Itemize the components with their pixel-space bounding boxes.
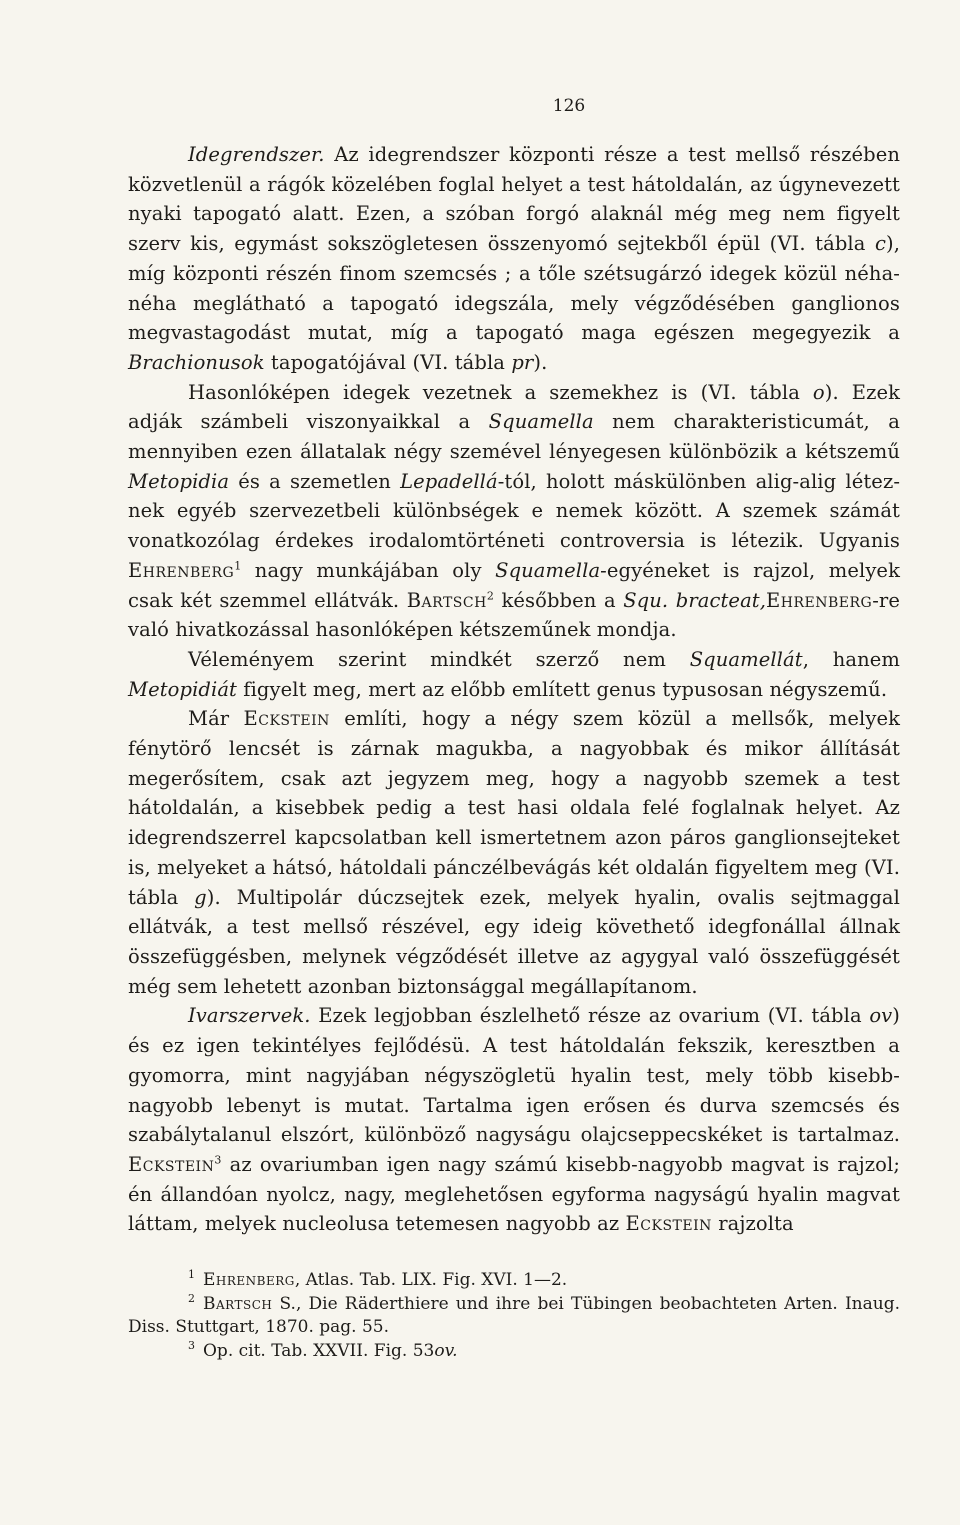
italic-term: Idegrendszer.: [188, 143, 325, 166]
text-run: Már: [188, 707, 244, 731]
paragraph: [128, 704, 900, 1001]
text-run: rajzolta: [711, 1212, 794, 1236]
paragraph: [128, 645, 900, 704]
italic-term: Metopidia: [128, 469, 230, 493]
footnote-mark: 3: [188, 1338, 195, 1352]
italic-term: g: [194, 885, 207, 909]
text-run: ). Multipolár dúczsejtek ezek, melyek hyalin, ovalis sejtmaggal ellátvák, a test mellső részével, egy ideig követhető idegfonállal állnak összefüggésben, melynek végződését illetve az agygyal való összefüggését még sem lehetett azonban biztonsággal megállapítanom.: [128, 885, 900, 998]
text-run: -tól, holott máskülönben alig-alig létez-nek egyéb szervezetbeli különbségek e nemek között. A szemek számát vonatkozólag érdekes irodalomtörténeti controversia is létezik. Ugyanis: [128, 469, 901, 553]
text-run: figyelt meg, mert az előbb említett genus typusosan négyszemű.: [236, 677, 888, 701]
text-run: említi, hogy a négy szem közül a mellsők, melyek fénytörő lencsét is zárnak magukba, a nagyobbak és mikor állítását megerősítem, csak azt jegyzem meg, hogy a nagyobb szemek a test hátoldalán, a kisebbek pedig a test hasi oldala felé foglalnak helyet. Az idegrendszerrel kapcsolatban kell ismertetnem azon páros ganglionsejteket is, melyeket a hátsó, hátoldali pánczélbevágás két oldalán figyeltem meg (VI. tábla: [128, 707, 900, 909]
footnote-mark: 1: [188, 1268, 195, 1282]
text-run: ). Ezek adják számbeli viszonyaikkal a: [128, 380, 900, 434]
author-name: Bartsch: [406, 588, 487, 612]
italic-term: Ivarszervek.: [188, 1004, 311, 1028]
footnotes: [128, 1269, 900, 1363]
text-run: Hasonlóképen idegek vezetnek a szemekhez is (VI. tábla: [188, 380, 813, 404]
author-name: Eckstein: [243, 707, 330, 731]
italic-term: Squamella: [488, 410, 594, 434]
paragraph: [128, 1001, 900, 1239]
text-run: ).: [533, 350, 548, 374]
italic-term: Metopidiát: [128, 677, 237, 701]
italic-term: ov: [869, 1004, 893, 1028]
author-name: Ehrenberg: [128, 558, 235, 582]
text-run: ) és ez igen tekintélyes fejlődésü. A test hátoldalán fekszik, keresztben a gyomorra, mint nagyjában négyszögletü hyalin test, mely több kisebb-nagyobb lebenyt is mutat. Tartalma igen erősen és durva szemcsés és szabálytalanul elszórt, különböző nagyságu olajcseppecskéket is tartalmaz.: [128, 1004, 900, 1147]
page-number: 126: [552, 96, 586, 116]
text-run: , hanem: [802, 647, 900, 671]
author-name: Bartsch: [203, 1293, 273, 1314]
italic-term: Squ. bracteat,: [623, 588, 767, 612]
text-run: -egyéneket is rajzol, melyek csak két szemmel ellátvák.: [128, 558, 900, 612]
author-name: Eckstein: [128, 1152, 215, 1176]
text-run: későbben a: [493, 588, 624, 612]
author-name: Ehrenberg: [766, 588, 873, 612]
author-name: Ehrenberg: [203, 1270, 295, 1291]
footnote-reference[interactable]: 1: [234, 559, 242, 573]
text-run: az ovariumban igen nagy számú kisebb-nagyobb magvat is rajzol; én állandóan nyolcz, nagy, meglehetősen egyforma nagyságú hyalin magvat láttam, melyek nucleolusa tetemesen nagyobb az: [128, 1152, 900, 1236]
text-run: , Atlas. Tab. LIX. Fig. XVI. 1—2.: [294, 1270, 568, 1291]
footnote-reference[interactable]: 3: [214, 1153, 222, 1167]
text-run: Ezek legjobban észlelhető része az ovarium (VI. tábla: [310, 1004, 870, 1028]
italic-term: ov.: [434, 1340, 458, 1361]
footnote: [128, 1293, 900, 1340]
footnote-mark: 2: [188, 1291, 195, 1305]
text-run: S., Die Räderthiere und ihre bei Tübingen beobachteten Arten. Inaug. Diss. Stuttgart, 1870. pag. 55.: [128, 1293, 900, 1338]
text-run: -re való hivatkozással hasonlóképen kétszeműnek mondja.: [128, 588, 900, 642]
italic-term: Squamella: [495, 558, 601, 582]
text-run: Véleményem szerint mindkét szerző nem: [188, 647, 690, 671]
italic-term: o: [812, 380, 825, 404]
italic-term: c: [874, 232, 886, 256]
footnote: [128, 1340, 900, 1364]
italic-term: pr: [511, 350, 534, 374]
paragraph: [128, 378, 900, 645]
italic-term: Lepadellá: [400, 469, 498, 493]
text-run: nagy munkájában oly: [241, 558, 496, 582]
footnote: [128, 1269, 900, 1293]
text-run: Az idegrendszer központi része a test mellső részében közvetlenül a rágók közelében foglal helyet a test hátoldalán, az úgynevezett nyaki tapogató alatt. Ezen, a szóban forgó alaknál még meg nem figyelt szerv kis, egymást sokszögletesen összenyomó sejtekből épül (VI. tábla: [128, 143, 900, 256]
text-run: ), míg központi részén finom szemcsés ; a tőle szétsugárzó idegek közül néha-néha meglátható a tapogató idegszála, mely végződésében ganglionos megvastagodást mutat, míg a tapogató maga egészen megegyezik a: [128, 232, 900, 345]
footnote-reference[interactable]: 2: [486, 589, 494, 603]
text-run: Op. cit. Tab. XXVII. Fig. 53: [203, 1340, 435, 1361]
italic-term: Brachionusok: [128, 350, 265, 374]
paragraph: [128, 140, 900, 378]
author-name: Eckstein: [625, 1212, 712, 1236]
italic-term: Squamellát: [689, 647, 803, 671]
body-text: [128, 140, 900, 1239]
text-run: és a szemetlen: [229, 469, 401, 493]
text-run: tapogatójával (VI. tábla: [264, 350, 512, 374]
text-run: nem charakteristicumát, a mennyiben ezen állatalak négy szemével lényegesen különbözik a kétszemű: [128, 410, 900, 464]
